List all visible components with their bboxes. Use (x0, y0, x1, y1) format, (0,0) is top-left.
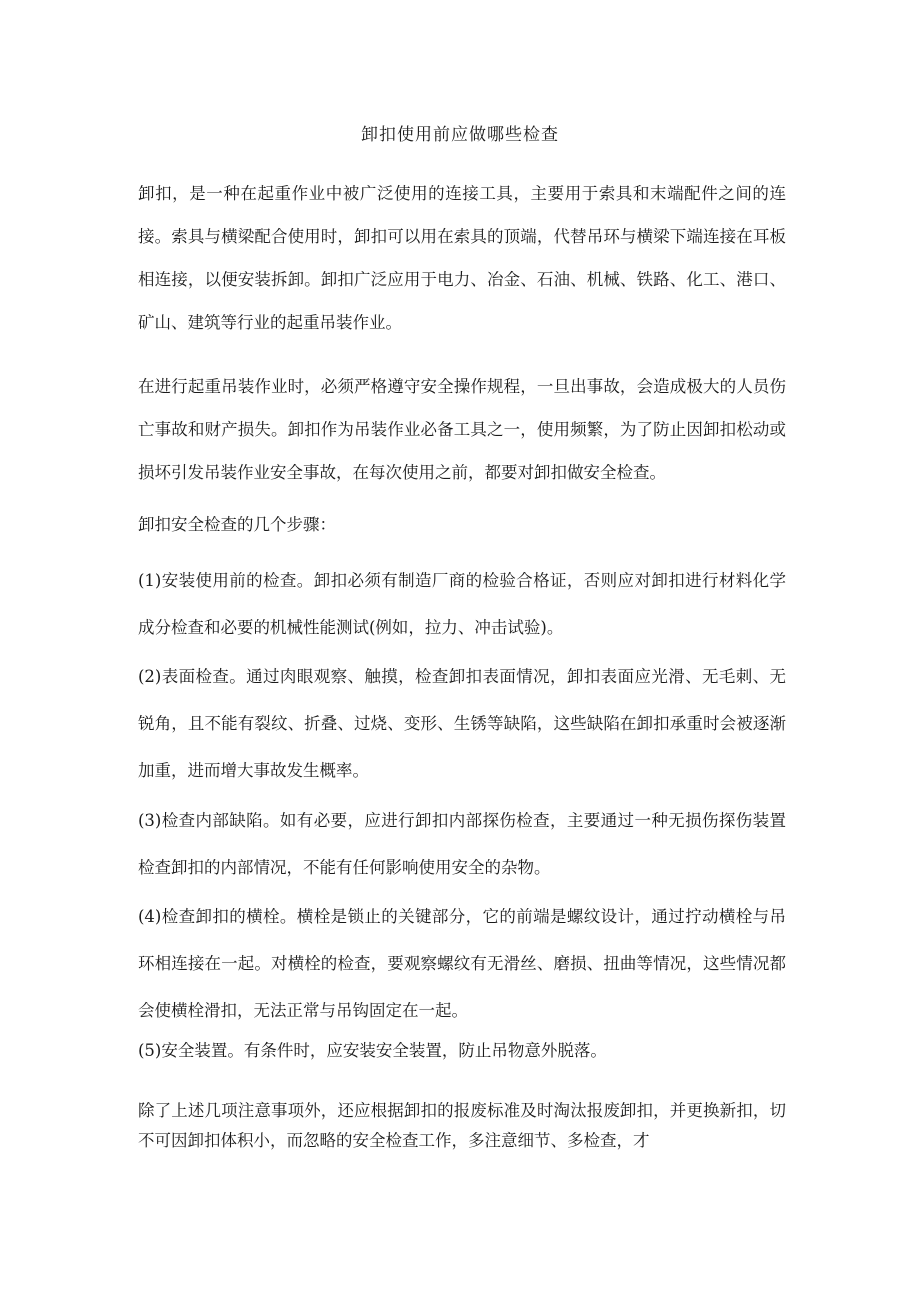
paragraph-step-1: (1)安装使用前的检查。卸扣必须有制造厂商的检验合格证，否则应对卸扣进行材料化学成分检查和必要的机械性能测试(例如，拉力、冲击试验)。 (138, 571, 786, 637)
paragraph-safety: 在进行起重吊装作业时，必须严格遵守安全操作规程，一旦出事故，会造成极大的人员伤亡事故和财产损失。卸扣作为吊装作业必备工具之一，使用频繁，为了防止因卸扣松动或损坏引发吊装作业安全事故，在每次使用之前，都要对卸扣做安全检查。 (138, 377, 786, 482)
paragraph-step-5: (5)安全装置。有条件时，应安装安全装置，防止吊物意外脱落。 (138, 1041, 607, 1060)
paragraph-step-2: (2)表面检查。通过肉眼观察、触摸，检查卸扣表面情况，卸扣表面应光滑、无毛刺、无锐角，且不能有裂纹、折叠、过烧、变形、生锈等缺陷，这些缺陷在卸扣承重时会被逐渐加重，进而增大事故发生概率。 (138, 667, 786, 780)
paragraph-intro: 卸扣，是一种在起重作业中被广泛使用的连接工具，主要用于索具和末端配件之间的连接。索具与横梁配合使用时，卸扣可以用在索具的顶端，代替吊环与横梁下端连接在耳板相连接，以便安装拆卸。卸扣广泛应用于电力、冶金、石油、机械、铁路、化工、港口、矿山、建筑等行业的起重吊装作业。 (138, 184, 786, 332)
paragraph-conclusion: 除了上述几项注意事项外，还应根据卸扣的报废标准及时淘汰报废卸扣，并更换新扣，切不可因卸扣体积小，而忽略的安全检查工作，多注意细节、多检查，才 (138, 1101, 786, 1150)
paragraph-step-4: (4)检查卸扣的横栓。横栓是锁止的关键部分，它的前端是螺纹设计，通过拧动横栓与吊环相连接在一起。对横栓的检查，要观察螺纹有无滑丝、磨损、扭曲等情况，这些情况都会使横栓滑扣，无法正常与吊钩固定在一起。 (138, 907, 786, 1020)
document-title: 卸扣使用前应做哪些检查 (361, 125, 559, 145)
paragraph-steps-heading: 卸扣安全检查的几个步骤： (138, 515, 336, 534)
paragraph-step-3: (3)检查内部缺陷。如有必要，应进行卸扣内部探伤检查，主要通过一种无损伤探伤装置检查卸扣的内部情况，不能有任何影响使用安全的杂物。 (138, 811, 786, 877)
